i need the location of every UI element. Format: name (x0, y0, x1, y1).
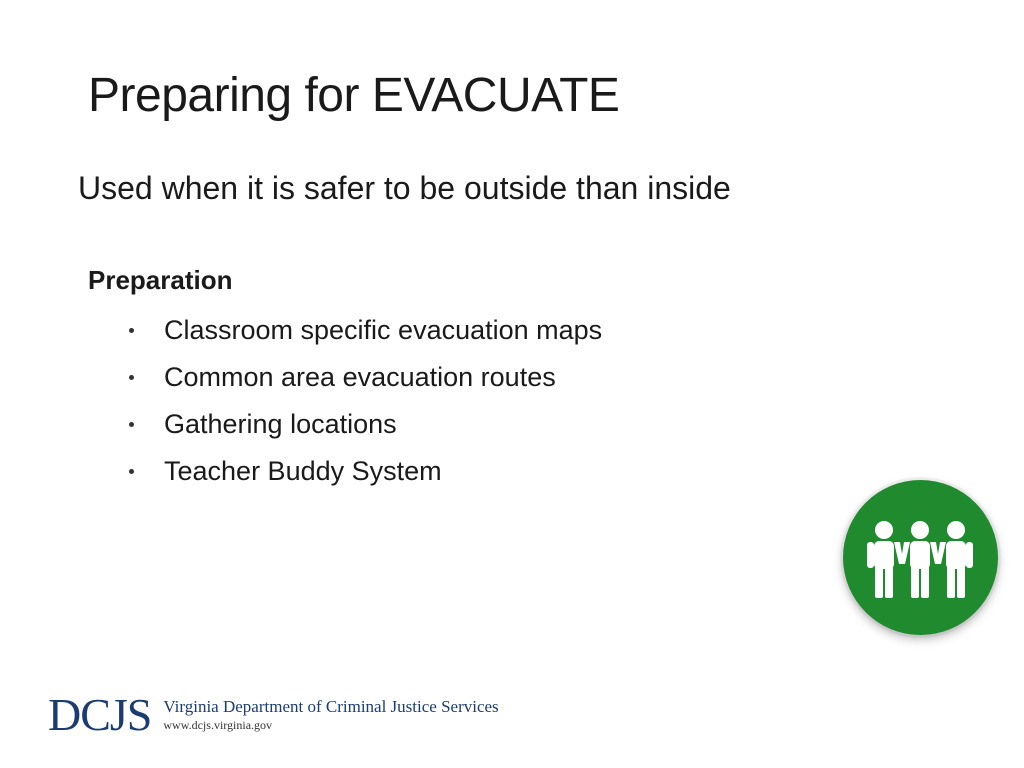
bullet-dot-icon (129, 328, 134, 333)
bullet-dot-icon (129, 375, 134, 380)
logo-mark: DCJS (48, 689, 152, 740)
bullet-text: Classroom specific evacuation maps (164, 315, 603, 345)
organization-url: www.dcjs.virginia.gov (163, 718, 273, 732)
list-item (124, 452, 602, 499)
organization-name: Virginia Department of Criminal Justice Services (163, 697, 499, 716)
section-heading: Preparation (88, 265, 233, 295)
bullet-text: Teacher Buddy System (164, 456, 442, 486)
list-item (124, 405, 602, 452)
slide-title: Preparing for EVACUATE (88, 69, 620, 122)
dcjs-logo (48, 690, 499, 740)
bullet-text: Common area evacuation routes (164, 362, 556, 392)
slide-subtitle: Used when it is safer to be outside than inside (78, 170, 731, 206)
bullet-dot-icon (129, 469, 134, 474)
logo-text (163, 697, 498, 733)
bullet-text: Gathering locations (164, 409, 397, 439)
bullet-dot-icon (129, 422, 134, 427)
list-item (124, 311, 602, 358)
evacuate-people-icon (843, 480, 998, 635)
bullet-list (124, 311, 602, 499)
list-item (124, 358, 602, 405)
